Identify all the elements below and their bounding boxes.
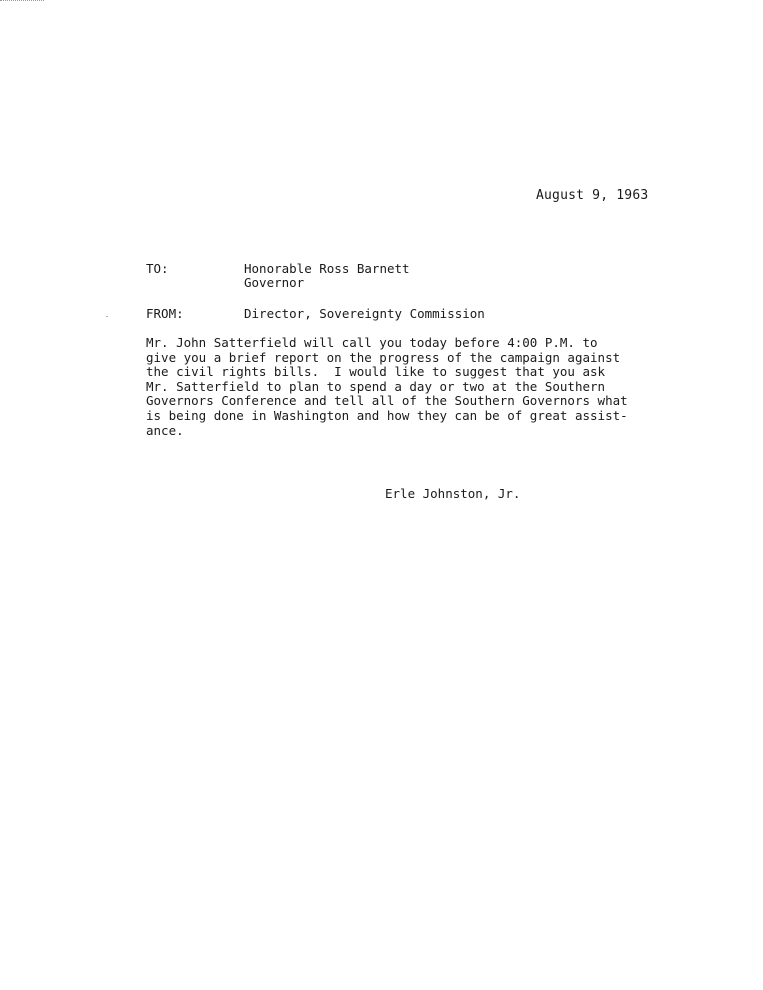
recipient-name: Honorable Ross Barnett <box>244 261 410 276</box>
body-line: Mr. Satterfield to plan to spend a day or two at the Southern <box>146 378 606 394</box>
signature: Erle Johnston, Jr. <box>385 486 521 501</box>
from-label: FROM: <box>146 306 184 321</box>
scan-artifact-marks <box>0 0 44 3</box>
body-line: Governors Conference and tell all of the Southern Governors what <box>146 393 628 409</box>
body-line: ance. <box>146 422 184 438</box>
to-label: TO: <box>146 261 169 276</box>
body-line: Mr. John Satterfield will call you today before 4:00 P.M. to <box>146 335 598 350</box>
recipient-title: Governor <box>244 275 305 290</box>
sender: Director, Sovereignty Commission <box>244 306 485 321</box>
scan-speck <box>106 316 108 317</box>
body-line: the civil rights bills. I would like to suggest that you ask <box>146 364 606 380</box>
memo-body <box>146 336 646 438</box>
body-line: is being done in Washington and how they can be of great assist- <box>146 407 628 423</box>
body-line: give you a brief report on the progress of the campaign against <box>146 349 621 365</box>
memo-date: August 9, 1963 <box>536 188 649 203</box>
